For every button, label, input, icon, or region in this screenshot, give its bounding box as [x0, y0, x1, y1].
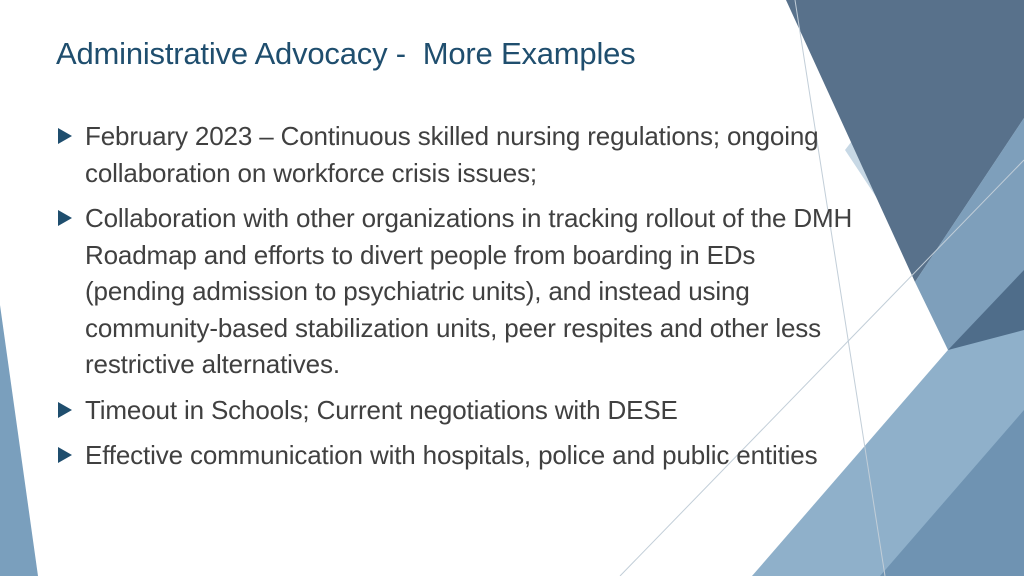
bullet-text: Effective communication with hospitals, police and public entities — [85, 440, 818, 470]
slide-title: Administrative Advocacy - More Examples — [56, 36, 636, 71]
triangle-bullet-icon — [58, 447, 72, 463]
bullet-item — [58, 437, 858, 474]
bullet-list — [58, 118, 858, 483]
bullet-text: February 2023 – Continuous skilled nursing regulations; ongoing collaboration on workforce crisis issues; — [85, 121, 819, 188]
bullet-text: Timeout in Schools; Current negotiations with DESE — [85, 394, 678, 425]
bullet-item — [58, 392, 858, 429]
bullet-text: Collaboration with other organizations in tracking rollout of the DMH Roadmap and efforts to divert people from boarding in EDs (pending admission to psychiatric units), and instead using community-based stabilization units, peer respites and other less restrictive alternatives. — [85, 203, 853, 379]
left-edge-shape — [0, 305, 38, 576]
triangle-bullet-icon — [58, 128, 72, 144]
bullet-item — [58, 200, 858, 383]
triangle-bullet-icon — [58, 402, 72, 418]
triangle-bullet-icon — [58, 210, 72, 226]
bullet-item — [58, 118, 858, 191]
